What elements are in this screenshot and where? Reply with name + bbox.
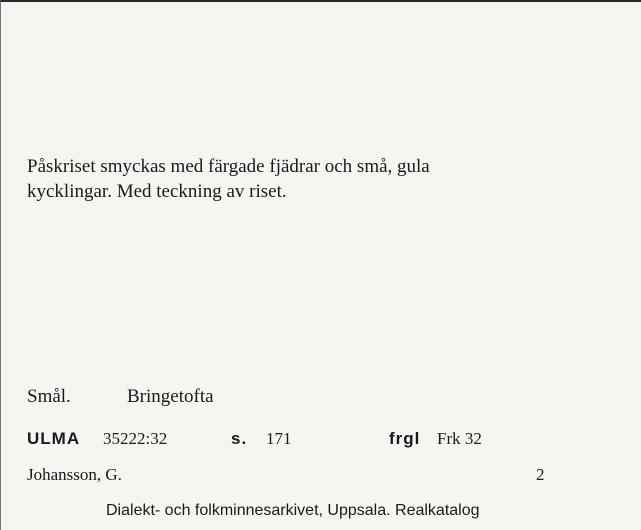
ulma-label: ULMA: [27, 429, 81, 448]
s-value: 171: [266, 429, 292, 448]
parish: Bringetofta: [127, 386, 214, 407]
frgl-value: Frk 32: [437, 429, 482, 448]
card-number: 2: [536, 465, 545, 484]
s-label: s.: [231, 429, 248, 448]
description-line-2: kycklingar. Med teckning av riset.: [27, 181, 287, 202]
ulma-number: 35222:32: [103, 429, 168, 448]
province: Smål.: [27, 386, 71, 407]
collector-name: Johansson, G.: [27, 465, 122, 484]
archive-name: Dialekt- och folkminnesarkivet, Uppsala. Realkatalog: [106, 502, 480, 519]
card-description: [27, 154, 587, 204]
description-line-1: Påskriset smyckas med färgade fjädrar och små, gula: [27, 156, 430, 177]
frgl-label: frgl: [389, 429, 421, 448]
